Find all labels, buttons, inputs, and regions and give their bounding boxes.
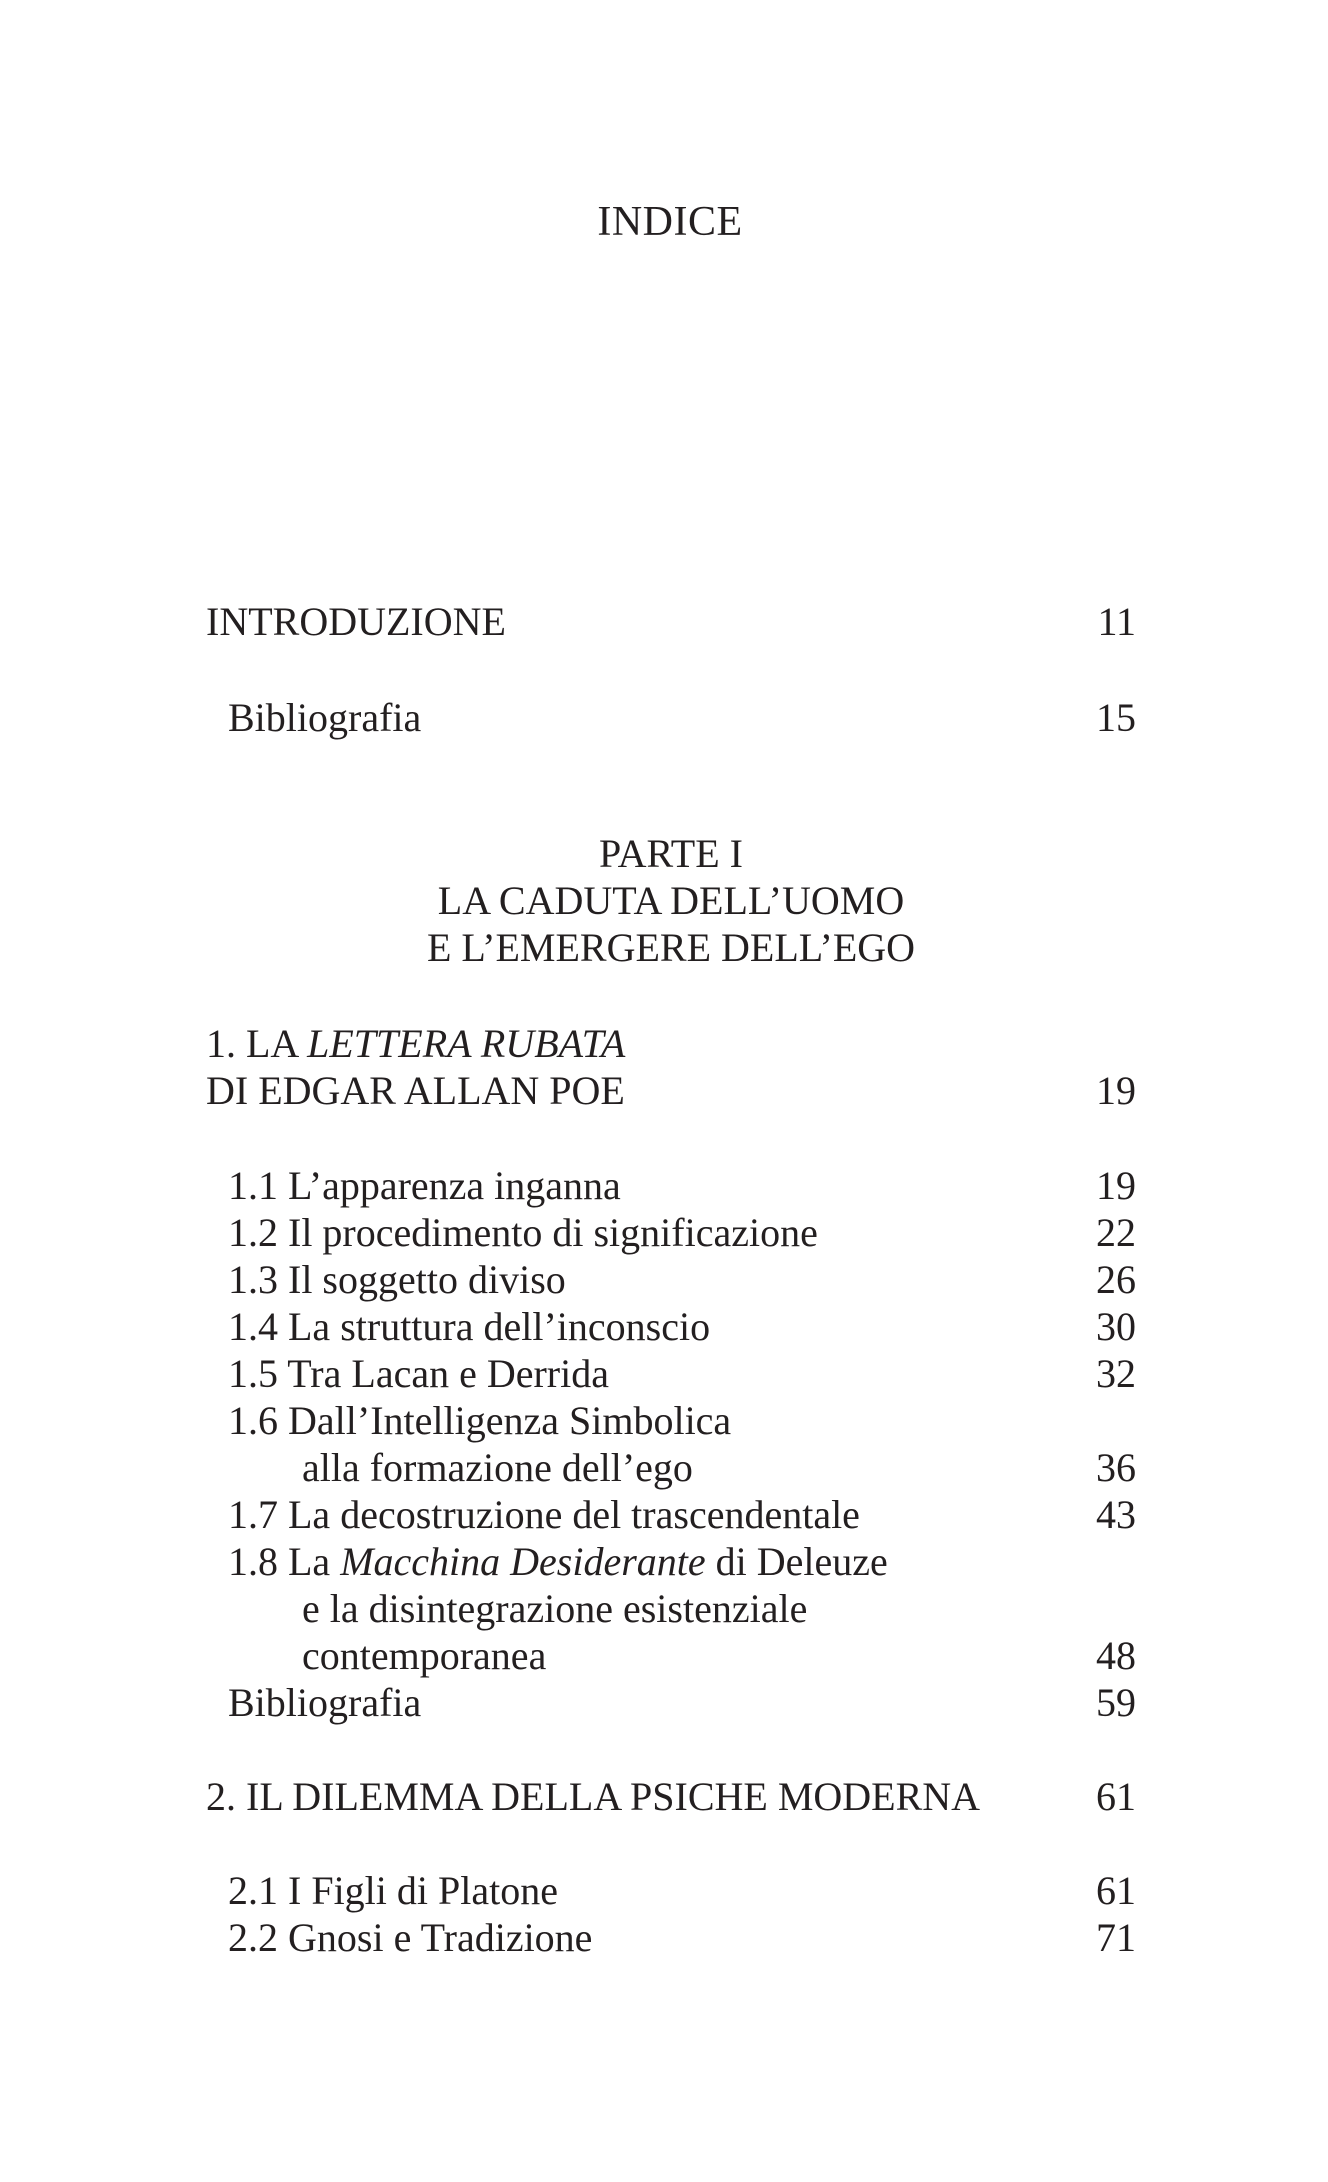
toc-entry-label-cont: DI EDGAR ALLAN POE [206, 1068, 625, 1113]
page-title: INDICE [597, 199, 743, 245]
toc-entry-page: 11 [1097, 599, 1136, 644]
toc-entry-page: 61 [1096, 1774, 1136, 1819]
toc-entry-label [206, 1020, 1136, 1067]
toc-entry-page: 32 [1096, 1351, 1136, 1396]
toc-item-1-5 [206, 1350, 1136, 1397]
toc-item-1-8 [206, 1538, 1136, 1679]
toc-entry-label: 1.7 La decostruzione del trascendentale [228, 1492, 860, 1537]
toc-entry-label: 2. IL DILEMMA DELLA PSICHE MODERNA [206, 1774, 981, 1819]
toc-entry-label-cont: contemporanea [302, 1633, 547, 1678]
toc-item-2-2 [206, 1914, 1136, 1961]
toc-entry-label: Bibliografia [228, 695, 422, 740]
part-heading [206, 830, 1136, 971]
toc-entry-label: 1.3 Il soggetto diviso [228, 1257, 566, 1302]
chapter-prefix: 1. LA [206, 1021, 308, 1066]
toc-entry-page: 48 [1096, 1633, 1136, 1678]
toc-entry-label: INTRODUZIONE [206, 599, 506, 644]
toc-entry-label-cont: e la disintegrazione esistenziale [302, 1586, 808, 1631]
toc-item-1-6 [206, 1397, 1136, 1491]
toc-entry-label-cont: alla formazione dell’ego [302, 1445, 693, 1490]
toc-entry-label: 1.2 Il procedimento di significazione [228, 1210, 818, 1255]
toc-entry-label [228, 1538, 1136, 1585]
toc-entry-page: 59 [1096, 1680, 1136, 1725]
toc-entry-page: 22 [1096, 1210, 1136, 1255]
toc-entry-bibliografia [206, 694, 1136, 741]
part-heading-line: LA CADUTA DELL’UOMO [437, 878, 905, 923]
part-heading-line: PARTE I [599, 831, 743, 876]
toc-entry-label: 1.5 Tra Lacan e Derrida [228, 1351, 609, 1396]
toc-item-1-4 [206, 1303, 1136, 1350]
toc-entry-page: 43 [1096, 1492, 1136, 1537]
chapter-italic-title: LETTERA RUBATA [307, 1021, 626, 1066]
toc-entry-label: 2.1 I Figli di Platone [228, 1868, 558, 1913]
toc-item-2-1 [206, 1867, 1136, 1914]
toc-entry-introduzione [206, 598, 1136, 645]
toc-entry-page: 19 [1096, 1163, 1136, 1208]
toc-entry-label: Bibliografia [228, 1680, 422, 1725]
toc-entry-label: 2.2 Gnosi e Tradizione [228, 1915, 593, 1960]
toc-entry-page: 36 [1096, 1445, 1136, 1490]
toc-entry-page: 30 [1096, 1304, 1136, 1349]
toc-entry-label: 1.6 Dall’Intelligenza Simbolica [228, 1398, 732, 1443]
part-heading-line: E L’EMERGERE DELL’EGO [426, 925, 916, 970]
toc-item-1-3 [206, 1256, 1136, 1303]
toc-item-bibliografia [206, 1679, 1136, 1726]
toc-chapter-2 [206, 1773, 1136, 1820]
toc-item-1-7 [206, 1491, 1136, 1538]
item-italic-title: Macchina Desiderante [340, 1539, 706, 1584]
toc-entry-label: 1.4 La struttura dell’inconscio [228, 1304, 711, 1349]
toc-item-1-1 [206, 1162, 1136, 1209]
item-suffix: di Deleuze [705, 1539, 888, 1584]
toc-entry-page: 15 [1096, 695, 1136, 740]
toc-entry-page: 71 [1096, 1915, 1136, 1960]
toc-entry-page: 26 [1096, 1257, 1136, 1302]
toc-item-1-2 [206, 1209, 1136, 1256]
toc-entry-page: 61 [1096, 1868, 1136, 1913]
toc-entry-label: 1.1 L’apparenza inganna [228, 1163, 621, 1208]
toc-chapter-1 [206, 1020, 1136, 1114]
item-prefix: 1.8 La [228, 1539, 341, 1584]
toc-entry-page: 19 [1096, 1068, 1136, 1113]
